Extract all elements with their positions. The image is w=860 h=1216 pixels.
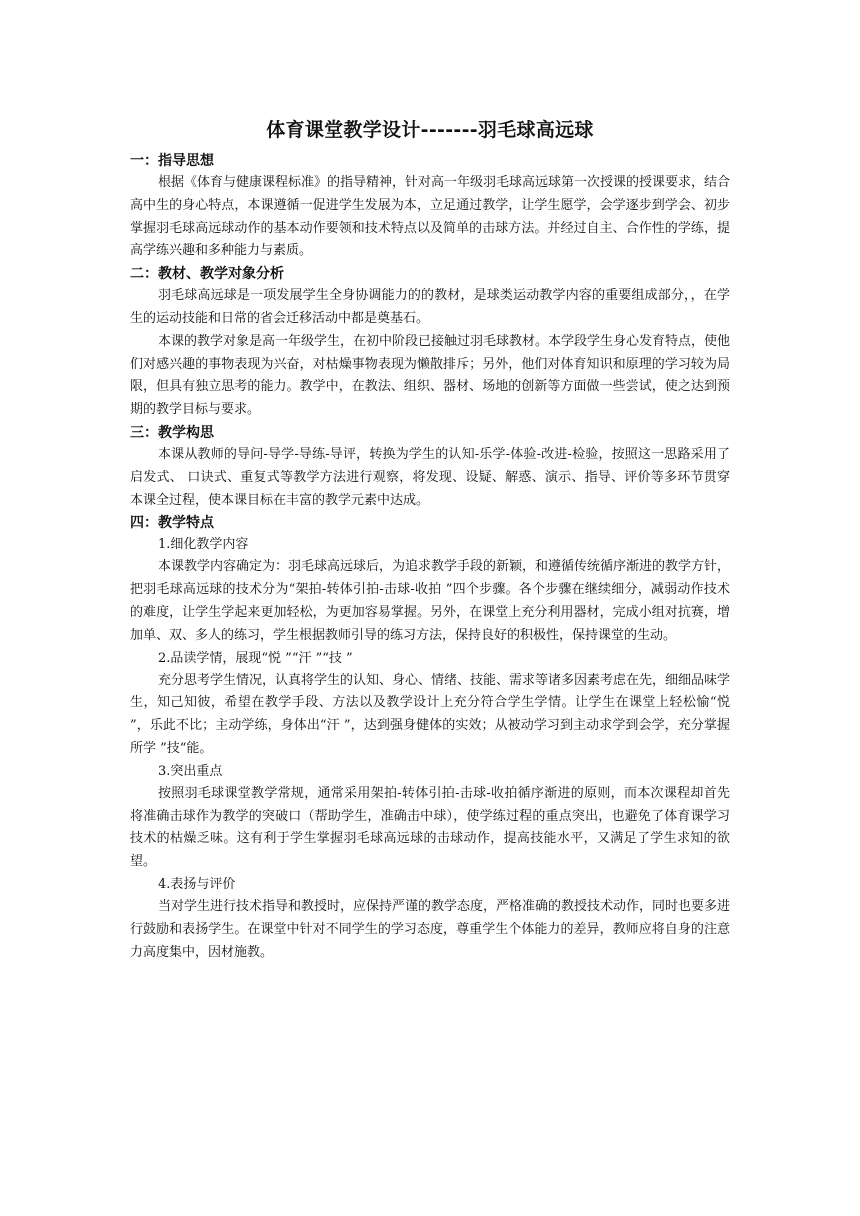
section-teaching-concept [130,422,730,512]
section-heading: 四：教学特点 [130,515,214,532]
paragraph: 充分思考学生情况，认真将学生的认知、身心、情绪、技能、需求等诸多因素考虑在先，细细品味学生，知己知彼，希望在教学手段、方法以及教学设计上充分符合学生学情。让学生在课堂上轻松愉“悦 ”，乐此不比；主动学练，身体出“汗 ”，达到强身健体的实效；从被动学习到主动求学到会学，充分掌握所学 ”技“能。 [130,672,731,756]
paragraph: 本课从教师的导问-导学-导练-导评，转换为学生的认知-乐学-体验-改进-检验，按照这一思路采用了启发式、 口诀式、重复式等教学方法进行观察，将发现、设疑、解惑、演示、指导、评价等多环节贯穿本课全过程，使本课目标在丰富的教学元素中达成。 [130,446,730,508]
paragraph: 本课教学内容确定为：羽毛球高远球后，为追求教学手段的新颖，和遵循传统循序渐进的教学方针，把羽毛球高远球的技术分为“架拍-转体引拍-击球-收拍 ”四个步骤。各个步骤在继续细分，减弱动作技术的难度，让学生学起来更加轻松，为更加容易掌握。另外，在课堂上充分利用器材，完成小组对抗赛，增加单、双、多人的练习，学生根据教师引导的练习方法，保持良好的积极性，保持课堂的生动。 [130,559,731,643]
document-title: 体育课堂教学设计-------羽毛球高远球 [266,119,594,141]
subsection-heading: 1.细化教学内容 [158,537,249,553]
paragraph: 按照羽毛球课堂教学常规，通常采用架拍-转体引拍-击球-收拍循序渐进的原则，而本次课程却首先将准确击球作为教学的突破口（帮助学生，准确击中球），使学练过程的重点突出，也避免了体育课学习技术的枯燥乏味。这有利于学生掌握羽毛球高远球的击球动作，提高技能水平，又满足了学生求知的欲望。 [130,785,730,870]
section-heading: 二：教材、教学对象分析 [130,266,284,283]
paragraph: 羽毛球高远球是一项发展学生全身协调能力的的教材，是球类运动教学内容的重要组成部分，，在学生的运动技能和日常的省会迁移活动中都是奠基石。 [130,288,730,326]
section-heading: 一：指导思想 [130,153,214,169]
section-teaching-features [130,512,730,964]
paragraph: 当对学生进行技术指导和教授时，应保持严谨的教学态度，严格准确的教授技术动作，同时也要多进行鼓励和表扬学生。在课堂中针对不同学生的学习态度，尊重学生个体能力的差异，教师应将自身的注意力高度集中，因材施教。 [130,898,731,960]
paragraph: 根据《体育与健康课程标准》的指导精神，针对高一年级羽毛球高远球第一次授课的授课要求，结合高中生的身心特点，本课遵循一促进学生发展为本，立足通过教学，让学生愿学，会学逐步到学会、初步掌握羽毛球高远球动作的基本动作要领和技术特点以及简单的击球方法。并经过自主、合作性的学练，提高学练兴趣和多种能力与素质。 [130,175,731,259]
subsection-heading: 4.表扬与评价 [158,876,236,892]
section-material-analysis [130,263,730,422]
subsection-heading: 2.品读学情，展现“悦 ”“汗 ”“技 ” [158,650,353,666]
paragraph: 本课的教学对象是高一年级学生，在初中阶段已接触过羽毛球教材。本学段学生身心发育特点，使他们对感兴趣的事物表现为兴奋，对枯燥事物表现为懒散排斥；另外，他们对体育知识和原理的学习较为局限，但具有独立思考的能力。教学中，在教法、组织、器材、场地的创新等方面做一些尝试，使之达到预期的教学目标与要求。 [130,333,731,418]
section-heading: 三：教学构思 [130,424,214,441]
section-guiding-thought [130,150,730,263]
subsection-heading: 3.突出重点 [158,763,223,779]
document-page [130,116,730,964]
